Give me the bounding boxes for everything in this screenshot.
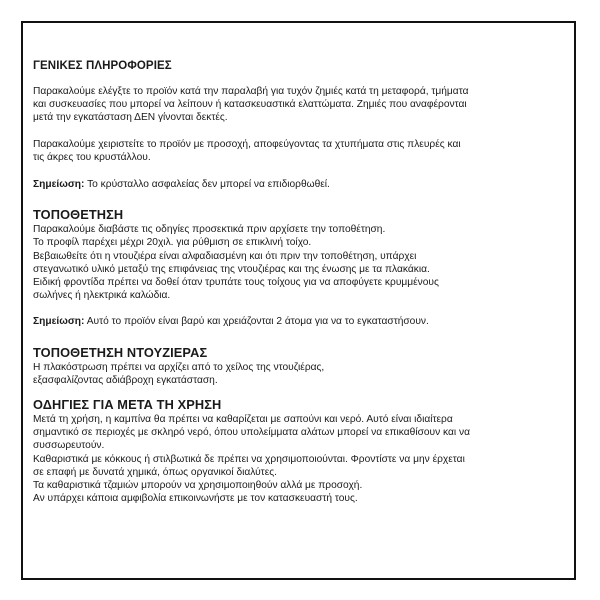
text-line: και συσκευασίες που μπορεί να λείπουν ή κατασκευαστικά ελαττώματα. Ζημιές που αναφέρονται	[33, 99, 467, 111]
note-label: Σημείωση:	[33, 179, 85, 191]
shower-installation-heading: ΤΟΠΟΘΕΤΗΣΗ ΝΤΟΥΖΙΕΡΑΣ	[33, 344, 208, 360]
text-line: συσσωρευτούν.	[33, 440, 105, 452]
text-line: Παρακαλούμε διαβάστε τις οδηγίες προσεκτικά πριν αρχίσετε την τοποθέτηση.	[33, 224, 386, 236]
text-line: Ειδική φροντίδα πρέπει να δοθεί όταν τρυπάτε τους τοίχους για να αποφύγετε κρυμμένους	[33, 277, 439, 289]
text-line: Παρακαλούμε χειριστείτε το προϊόν με προσοχή, αποφεύγοντας τα χτυπήματα στις πλευρές και	[33, 138, 461, 150]
text-line: Το προφίλ παρέχει μέχρι 20χιλ. για ρύθμιση σε επικλινή τοίχο.	[33, 237, 312, 249]
text-line: Τα καθαριστικά τζαμιών μπορούν να χρησιμοποιηθούν αλλά με προσοχή.	[33, 480, 363, 492]
after-use-heading: ΟΔΗΓΙΕΣ ΓΙΑ ΜΕΤΑ ΤΗ ΧΡΗΣΗ	[33, 397, 222, 413]
text-line: σε επαφή με δυνατά χημικά, όπως οργανικοί διαλύτες.	[33, 466, 277, 478]
note-label: Σημείωση:	[33, 316, 85, 328]
text-line: Βεβαιωθείτε ότι η ντουζιέρα είναι αλφαδιασμένη και ότι πριν την τοποθέτηση, υπάρχει	[33, 250, 417, 262]
text-line: εξασφαλίζοντας αδιάβροχη εγκατάσταση.	[33, 374, 218, 386]
text-line: μετά την εγκατάσταση ΔΕΝ γίνονται δεκτές.	[33, 112, 228, 124]
general-info-paragraph-2	[33, 138, 573, 164]
text-line: Η πλακόστρωση πρέπει να αρχίζει από το χείλος της ντουζιέρας,	[33, 361, 325, 373]
document-content	[33, 60, 573, 505]
note-text: Αυτό το προϊόν είναι βαρύ και χρειάζονται 2 άτομα για να το εγκαταστήσουν.	[84, 316, 429, 328]
text-line: σημαντικό σε περιοχές με σκληρό νερό, όπου υπολείμματα αλάτων μπορεί να επικαθίσουν και να	[33, 427, 470, 439]
after-use-paragraph	[33, 413, 573, 505]
text-line: Παρακαλούμε ελέγξτε το προϊόν κατά την παραλαβή για τυχόν ζημιές κατά τη μεταφορά, τμήματα	[33, 86, 469, 97]
heavy-product-note	[33, 315, 573, 328]
safety-glass-note	[33, 178, 573, 191]
text-line: Καθαριστικά με κόκκους ή στιλβωτικά δε πρέπει να χρησιμοποιούνται. Φροντίστε να μην έρχεται	[33, 453, 465, 465]
text-line: Αν υπάρχει κάποια αμφιβολία επικοινωνήστε με τον κατασκευαστή τους.	[33, 493, 358, 505]
installation-heading: ΤΟΠΟΘΕΤΗΣΗ	[33, 207, 124, 223]
installation-paragraph	[33, 223, 573, 302]
shower-installation-paragraph	[33, 361, 573, 387]
text-line: στεγανωτικό υλικό μεταξύ της επιφάνειας της ντουζιέρας και της ένωσης με τα πλακάκια.	[33, 263, 430, 275]
general-info-heading: ΓΕΝΙΚΕΣ ΠΛΗΡΟΦΟΡΙΕΣ	[33, 60, 172, 72]
text-line: τις άκρες του κρυστάλλου.	[33, 151, 151, 163]
note-text: Το κρύσταλλο ασφαλείας δεν μπορεί να επιδιορθωθεί.	[84, 179, 330, 191]
text-line: σωλήνες ή ηλεκτρικά καλώδια.	[33, 290, 171, 302]
general-info-paragraph-1	[33, 85, 573, 125]
text-line: Μετά τη χρήση, η καμπίνα θα πρέπει να καθαρίζεται με σαπούνι και νερό. Αυτό είναι ιδιαίτερα	[33, 414, 453, 426]
